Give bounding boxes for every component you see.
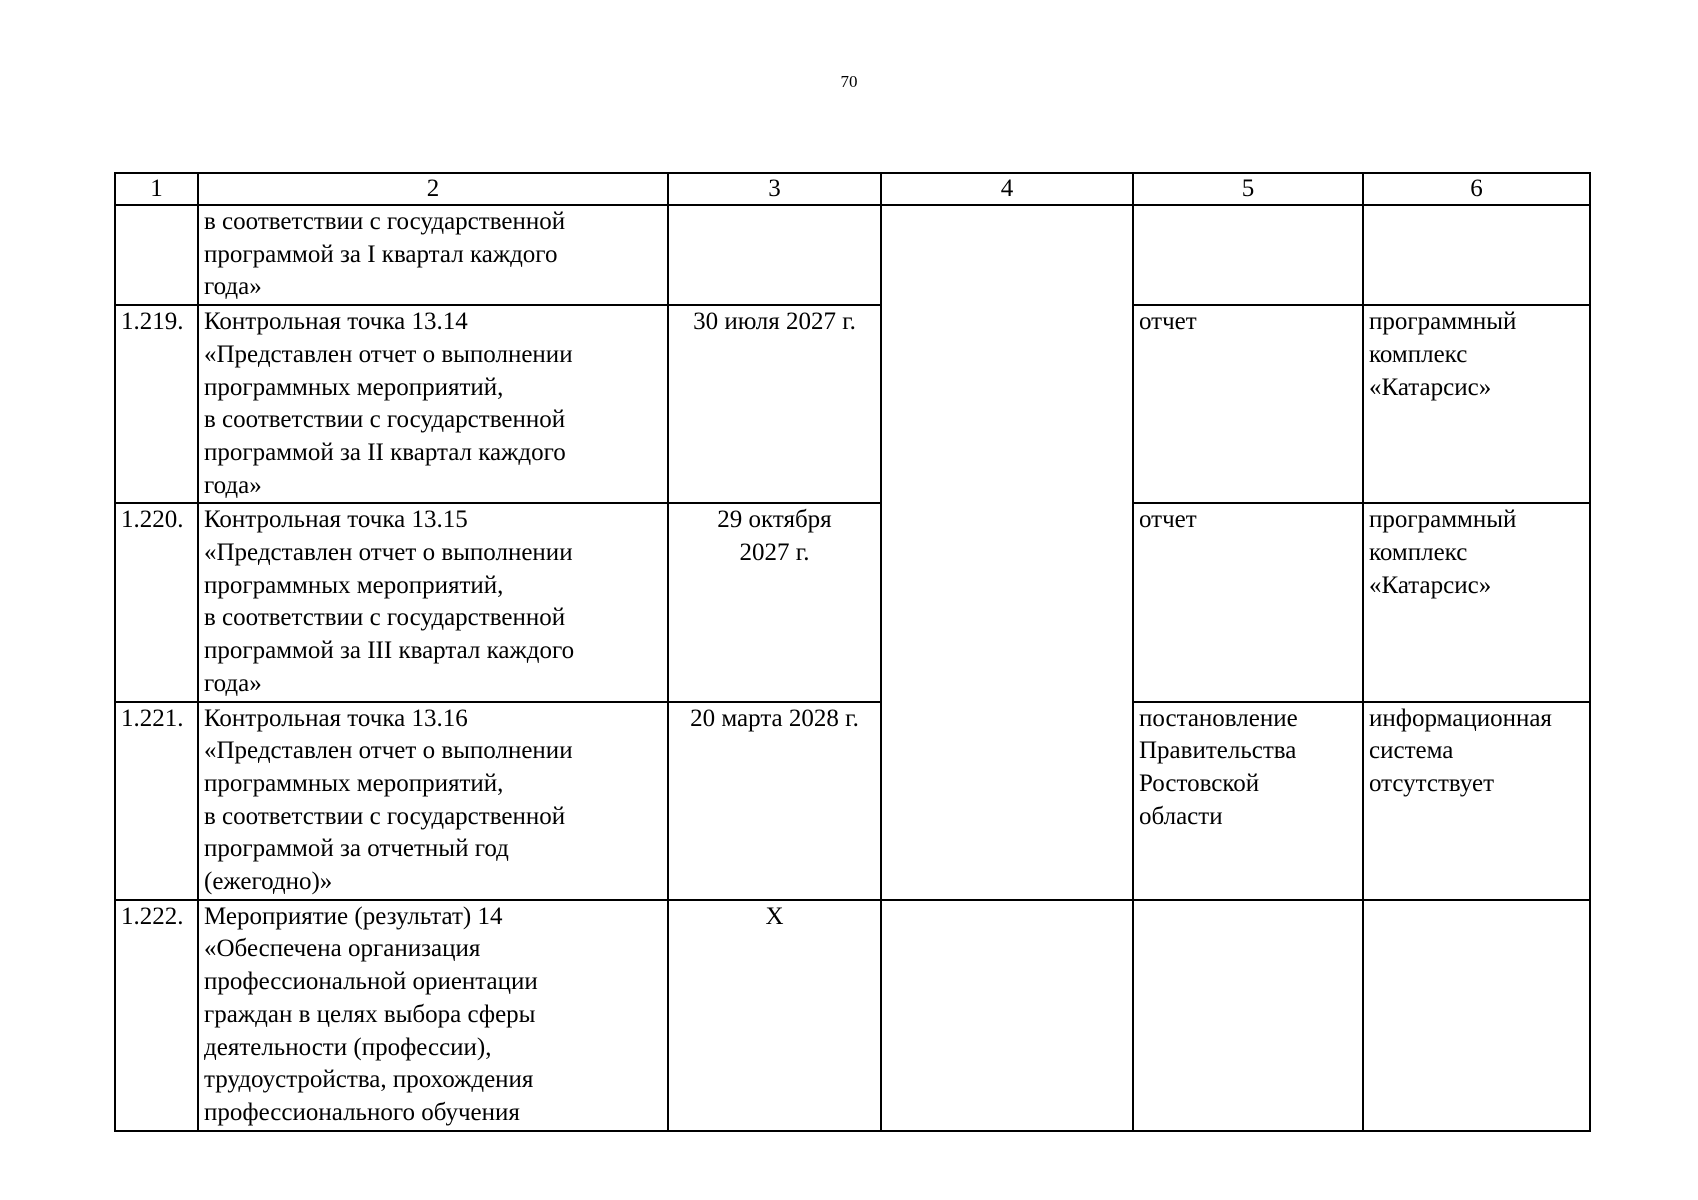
row-document: отчет [1133,305,1363,503]
column-header-1: 1 [115,173,198,205]
row-number: 1.221. [115,702,198,900]
column-header-3: 3 [668,173,881,205]
row-document [1133,900,1363,1131]
column-header-6: 6 [1363,173,1590,205]
row-responsible [881,900,1133,1131]
row-number: 1.220. [115,503,198,701]
row-description: Контрольная точка 13.15 «Представлен отчет о выполнении программных мероприятий, в соответствии с государственной программой за III квартал каждого года» [198,503,668,701]
table-row [115,205,1590,305]
row-document [1133,205,1363,305]
table-row [115,503,1590,701]
row-system: программный комплекс «Катарсис» [1363,305,1590,503]
column-header-4: 4 [881,173,1133,205]
row-date: 20 марта 2028 г. [668,702,881,900]
row-date: 29 октября 2027 г. [668,503,881,701]
row-date: 30 июля 2027 г. [668,305,881,503]
row-system [1363,900,1590,1131]
row-date: X [668,900,881,1131]
row-description: Контрольная точка 13.16 «Представлен отчет о выполнении программных мероприятий, в соответствии с государственной программой за отчетный год (ежегодно)» [198,702,668,900]
row-number: 1.219. [115,305,198,503]
page-number: 70 [840,72,858,91]
table-header-row [115,173,1590,205]
document-table [114,172,1591,1132]
row-date [668,205,881,305]
row-number: 1.222. [115,900,198,1131]
table-row [115,702,1590,900]
table-row [115,305,1590,503]
row-description: Контрольная точка 13.14 «Представлен отчет о выполнении программных мероприятий, в соответствии с государственной программой за II квартал каждого года» [198,305,668,503]
row-system: программный комплекс «Катарсис» [1363,503,1590,701]
row-description: в соответствии с государственной программой за I квартал каждого года» [198,205,668,305]
table-row [115,900,1590,1131]
row-system [1363,205,1590,305]
column-header-5: 5 [1133,173,1363,205]
row-description: Мероприятие (результат) 14 «Обеспечена организация профессиональной ориентации граждан в целях выбора сферы деятельности (профессии), трудоустройства, прохождения профессионального обучения [198,900,668,1131]
row-number [115,205,198,305]
responsible-cell-merged [881,205,1133,900]
column-header-2: 2 [198,173,668,205]
row-system: информационная система отсутствует [1363,702,1590,900]
row-document: постановление Правительства Ростовской области [1133,702,1363,900]
row-document: отчет [1133,503,1363,701]
